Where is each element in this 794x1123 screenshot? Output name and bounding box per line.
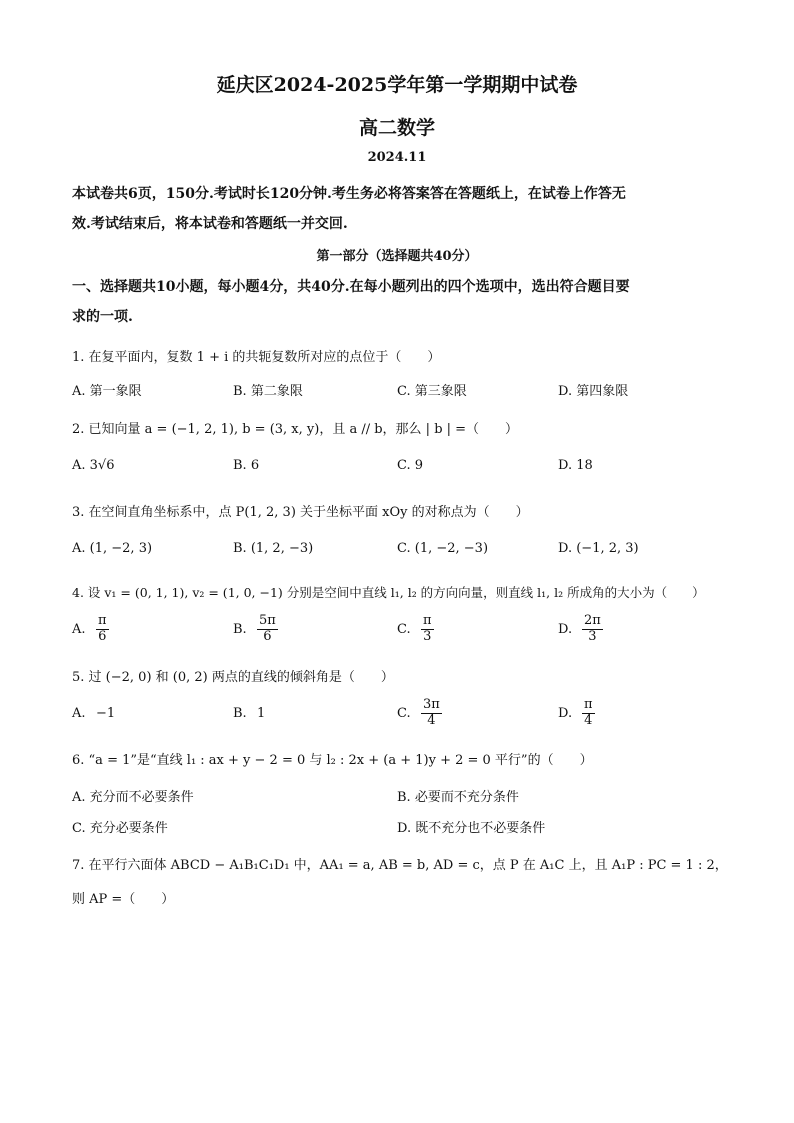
q1-option-d: D. 第四象限 <box>558 384 629 399</box>
subject-title: 高二数学 <box>358 117 435 139</box>
section-instruction-2: 求的一项. <box>72 309 133 325</box>
q6-option-a: A. 充分而不必要条件 <box>72 790 194 805</box>
q3-option-c: C. (1, −2, −3) <box>397 541 489 556</box>
question-4-stem: 4. 设 v₁ = (0, 1, 1), v₂ = (1, 0, −1) 分别是空间中直线 l₁, l₂ 的方向向量，则直线 l₁, l₂ 所成角的大小为（ ） <box>72 585 705 600</box>
q2-option-c: C. 9 <box>397 458 424 473</box>
question-1-stem: 1. 在复平面内，复数 1 + i 的共轭复数所对应的点位于（ ） <box>72 350 441 365</box>
q1-option-c: C. 第三象限 <box>397 384 467 399</box>
exam-title: 延庆区2024-2025学年第一学期期中试卷 <box>216 74 578 96</box>
question-2-stem: 2. 已知向量 a = (−1, 2, 1), b = (3, x, y)，且 a // b，那么 | b | =（ ） <box>72 422 519 437</box>
q5-option-b: B. 1 <box>233 706 266 721</box>
section-instruction-1: 一、选择题共10小题，每小题4分，共40分.在每小题列出的四个选项中，选出符合题目要 <box>72 279 630 295</box>
q4-option-b: B. $\frac{5\pi}{6}$ <box>233 613 276 644</box>
question-7-stem-cont: 则 AP =（ ） <box>72 892 175 907</box>
q5-option-d: D. $\frac{\pi}{4}$ <box>558 697 593 728</box>
notice-line-2: 效.考试结束后，将本试卷和答题纸一并交回. <box>72 216 348 232</box>
q4-option-d: D. $\frac{2\pi}{3}$ <box>558 613 601 644</box>
q2-option-a: A. 3√6 <box>72 458 115 473</box>
q2-option-d: D. 18 <box>558 458 593 473</box>
q1-option-b: B. 第二象限 <box>233 384 303 399</box>
question-7-stem: 7. 在平行六面体 ABCD − A₁B₁C₁D₁ 中，AA₁ = a, AB = b, AD = c，点 P 在 A₁C 上，且 A₁P : PC = 1 : 2， <box>72 858 728 873</box>
part-heading: 第一部分（选择题共40分） <box>316 249 478 264</box>
q2-option-b: B. 6 <box>233 458 260 473</box>
question-3-stem: 3. 在空间直角坐标系中，点 P(1, 2, 3) 关于坐标平面 xOy 的对称点为（ ） <box>72 505 529 520</box>
q3-option-a: A. (1, −2, 3) <box>72 541 153 556</box>
question-6-stem: 6. “a = 1”是“直线 l₁ : ax + y − 2 = 0 与 l₂ : 2x + (a + 1)y + 2 = 0 平行”的（ ） <box>72 753 593 768</box>
q1-option-a: A. 第一象限 <box>72 384 142 399</box>
q3-option-d: D. (−1, 2, 3) <box>558 541 639 556</box>
question-5-stem: 5. 过 (−2, 0) 和 (0, 2) 两点的直线的倾斜角是（ ） <box>72 670 394 685</box>
q5-option-a: A. −1 <box>72 706 116 721</box>
q6-option-d: D. 既不充分也不必要条件 <box>397 821 546 836</box>
notice-line-1: 本试卷共6页，150分.考试时长120分钟.考生务必将答案答在答题纸上，在试卷上作答无 <box>72 186 626 202</box>
q6-option-c: C. 充分必要条件 <box>72 821 168 836</box>
q4-option-c: C. $\frac{\pi}{3}$ <box>397 613 432 644</box>
q6-option-b: B. 必要而不充分条件 <box>397 790 519 805</box>
q5-option-c: C. $\frac{3\pi}{4}$ <box>397 697 440 728</box>
q4-option-a: A. $\frac{\pi}{6}$ <box>72 613 107 644</box>
exam-date: 2024.11 <box>367 150 427 165</box>
q3-option-b: B. (1, 2, −3) <box>233 541 314 556</box>
